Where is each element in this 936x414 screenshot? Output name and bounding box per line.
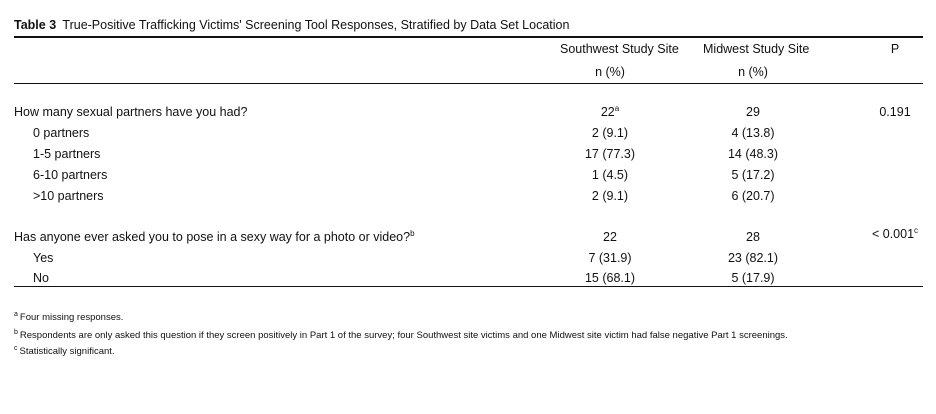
- q1-row-label: 0 partners: [33, 126, 90, 140]
- table-title: True-Positive Trafficking Victims' Screening Tool Responses, Stratified by Data Set Location: [62, 18, 570, 32]
- q1-row-midwest: 4 (13.8): [731, 126, 775, 140]
- q1-question: How many sexual partners have you had?: [14, 105, 248, 119]
- table-label: Table 3: [14, 18, 57, 32]
- q2-p-value: < 0.001$^c$: [871, 226, 919, 241]
- q2-row-label: No: [33, 271, 49, 285]
- q1-row-midwest: 5 (17.2): [731, 168, 775, 182]
- q2-p-footnote-mark: c: [914, 226, 919, 235]
- col-header-p: P: [890, 42, 900, 56]
- footnote: $^c$ Statistically significant.: [14, 345, 115, 357]
- table-header-rule: [14, 83, 923, 84]
- q1-footnote-mark: a: [614, 104, 620, 113]
- q2-footnote-mark: b: [410, 229, 415, 238]
- table-bottom-rule: [14, 286, 923, 287]
- table-caption: [14, 18, 569, 32]
- col-unit-southwest: n (%): [595, 65, 625, 79]
- q2-question: Has anyone ever asked you to pose in a sexy way for a photo or video?$^b$: [14, 229, 415, 244]
- q1-row-midwest: 14 (48.3): [727, 147, 779, 161]
- q2-southwest-total: 22: [603, 230, 617, 244]
- q1-row-label: 6-10 partners: [33, 168, 108, 182]
- q1-row-southwest: 2 (9.1): [591, 189, 629, 203]
- q1-row-southwest: 2 (9.1): [591, 126, 629, 140]
- q1-row-midwest: 6 (20.7): [731, 189, 775, 203]
- footnote: $^b$ Respondents are only asked this question if they screen positively in Part 1 of the survey; four Southwest site victims and one Midwest site victim had false negative Part 1 screenings.: [14, 329, 788, 341]
- q1-p-value: 0.191: [879, 105, 911, 119]
- q1-row-southwest: 1 (4.5): [591, 168, 629, 182]
- q1-row-southwest: 17 (77.3): [584, 147, 636, 161]
- q2-row-southwest: 15 (68.1): [584, 271, 636, 285]
- col-header-midwest: Midwest Study Site: [703, 42, 810, 56]
- q2-row-label: Yes: [33, 251, 54, 265]
- q1-row-label: 1-5 partners: [33, 147, 101, 161]
- q2-row-midwest: 5 (17.9): [731, 271, 775, 285]
- footnote: $^a$ Four missing responses.: [14, 311, 124, 323]
- table-top-rule: [14, 36, 923, 38]
- q2-row-midwest: 23 (82.1): [727, 251, 779, 265]
- col-header-southwest: Southwest Study Site: [560, 42, 679, 56]
- q2-row-southwest: 7 (31.9): [588, 251, 632, 265]
- q2-midwest-total: 28: [746, 230, 760, 244]
- q1-row-label: >10 partners: [33, 189, 104, 203]
- q1-midwest-total: 29: [746, 105, 760, 119]
- col-unit-midwest: n (%): [738, 65, 768, 79]
- q1-southwest-total: 22$^a$: [600, 104, 620, 119]
